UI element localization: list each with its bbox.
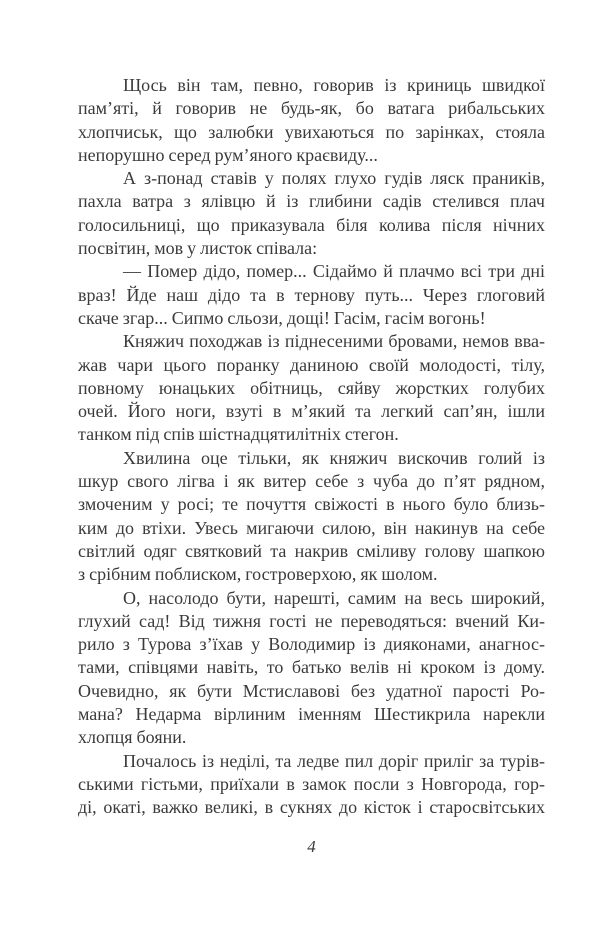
paragraph	[78, 587, 545, 750]
text-line: повному юнацьких обітниць, сяйву жорстких голубих	[78, 377, 545, 398]
text-line: глухий сад! Від тижня гості не переводяться: вчений Ки-	[78, 610, 545, 631]
text-line: рило з Турова з’їхав у Володимир із дияконами, анагнос-	[78, 634, 545, 655]
text-line: голосильниці, що приказувала біля колива після нічних	[78, 214, 545, 235]
text-line: Хвилина оце тільки, як княжич вискочив голий із	[123, 447, 545, 468]
text-line: змоченим у росі; те почуття свіжості в нього було близь-	[78, 494, 545, 515]
text-line: хлопчиськ, що залюбки увихаються по зарінках, стояла	[78, 121, 545, 142]
text-line: Щось він там, певно, говорив із криниць швидкої	[123, 75, 545, 95]
text-line: ким до втіхи. Увесь мигаючи силою, він накинув на себе	[78, 517, 545, 538]
text-line: жав чари цього поранку даниною своїй молодості, тілу,	[78, 354, 545, 375]
text-line: ді, окаті, важко великі, в сукнях до кісток і старосвітських	[78, 797, 545, 818]
text-line: скаче згар... Сипмо сльози, дощі! Гасім, гасім вогонь!	[78, 307, 486, 328]
text-line: непорушно серед рум’яного краєвиду...	[78, 144, 378, 165]
text-line: посвітин, мов у листок співала:	[78, 238, 318, 259]
text-line: пахла ватра з ялівцю й із глибини садів стелився плач	[78, 191, 545, 212]
text-line: очей. Його ноги, взуті в м’який та легкий сап’ян, ішли	[78, 401, 545, 422]
text-line: Очевидно, як бути Мстиславові без удатної парості Ро-	[78, 680, 545, 701]
text-line: світлий одяг святковий та накрив сміливу голову шапкою	[78, 540, 545, 561]
text-line: О, насолодо бути, нарешті, самим на весь широкий,	[123, 587, 545, 608]
paragraph	[78, 74, 545, 167]
text-line: Княжич походжав із піднесеними бровами, немов вва-	[123, 331, 545, 352]
text-line: ськими гістьми, приїхали в замок посли з Новгорода, гор-	[78, 773, 545, 794]
text-line: пам’яті, й говорив не будь-як, бо ватага рибальських	[78, 98, 545, 119]
text-line: враз! Йде наш дідо та в тернову путь... Через глоговий	[78, 284, 545, 305]
text-line: танком під спів шістнадцятилітніх стегон.	[78, 424, 399, 445]
paragraph	[78, 260, 545, 330]
paragraph	[78, 750, 545, 820]
text-line: А з-понад ставів у полях глухо гудів ляск праників,	[123, 168, 545, 189]
page-number: 4	[307, 837, 316, 856]
paragraph	[78, 330, 545, 446]
text-line: Почалось із неділі, та ледве пил доріг приліг за турів-	[123, 750, 545, 771]
text-line: з срібним поблиском, гостроверхою, як шолом.	[78, 564, 438, 585]
text-line: мана? Недарма вірлиним іменням Шестикрила нарекли	[78, 704, 545, 725]
text-line: тами, співцями навіть, то батько велів ні кроком із дому.	[78, 657, 545, 678]
text-line: шкур свого лігва і як витер себе з чуба до п’ят рядном,	[78, 471, 545, 492]
text-block	[78, 74, 545, 820]
paragraph	[78, 447, 545, 587]
text-line: хлопця бояни.	[78, 727, 187, 748]
text-line: — Помер дідо, помер... Сідаймо й плачмо всі три дні	[123, 261, 545, 282]
paragraph	[78, 167, 545, 260]
